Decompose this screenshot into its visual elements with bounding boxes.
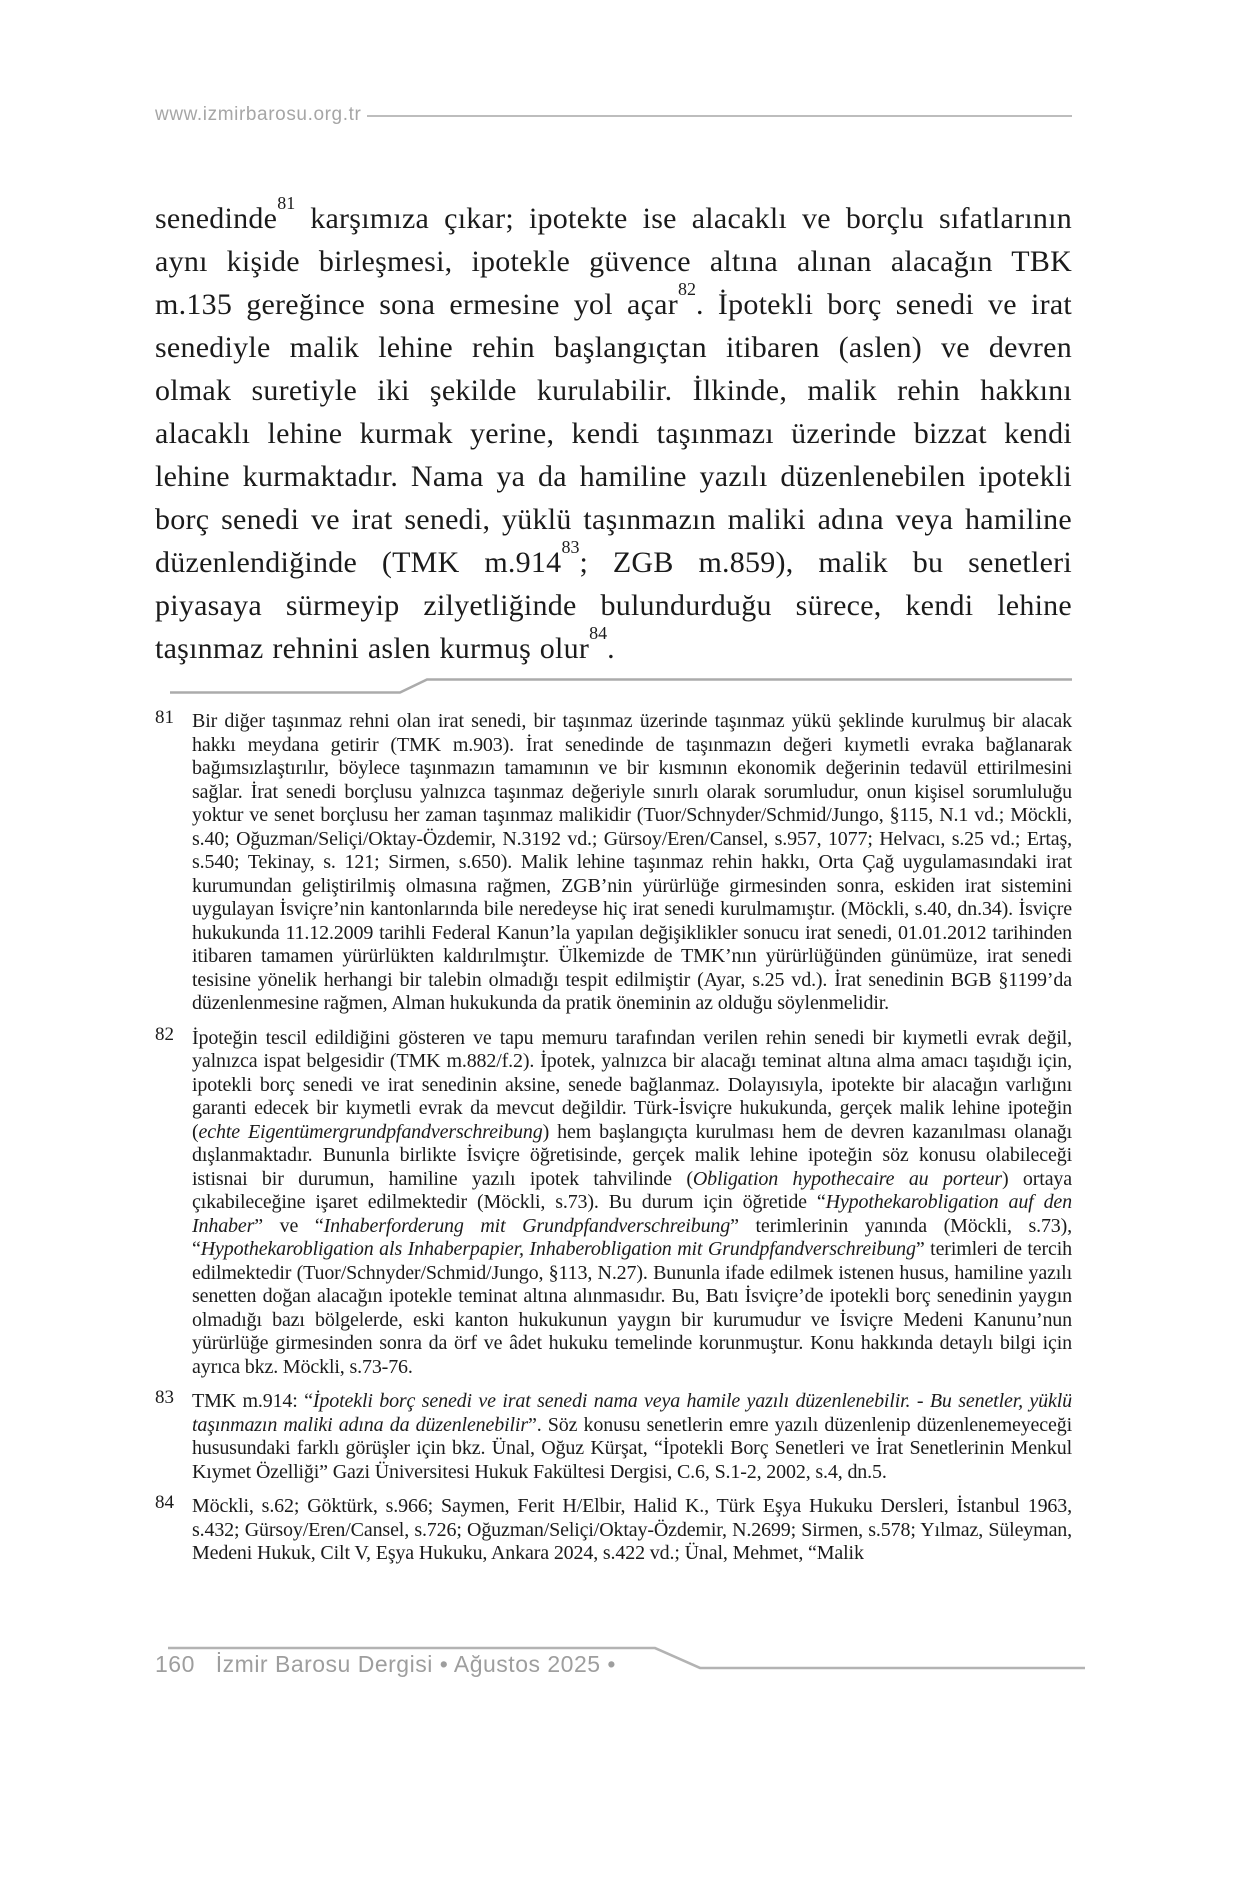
body-paragraph: senedinde$^{81}$ karşımıza çıkar; ipotekte ise alacaklı ve borçlu sıfatlarının aynı kişide birleşmesi, ipotekle güvence altına alınan alacağın TBK m.135 gereğince sona ermesine yol açar$^{82}$. İpotekli borç senedi ve irat senediyle malik lehine rehin başlangıçtan itibaren (aslen) ve devren olmak suretiyle iki şekilde kurulabilir. İlkinde, malik rehin hakkını alacaklı lehine kurmak yerine, kendi taşınmazı üzerinde bizzat kendi lehine kurmaktadır. Nama ya da hamiline yazılı düzenlenebilen ipotekli borç senedi ve irat senedi, yüklü taşınmazın maliki adına veya hamiline düzenlendiğinde (TMK m.914$^{83}$; ZGB m.859), malik bu senetleri piyasaya sürmeyip zilyetliğinde bulundurduğu sürece, kendi lehine taşınmaz rehnini aslen kurmuş olur$^{84}$.: [155, 192, 1072, 665]
footnote-number: 84: [155, 1492, 174, 1513]
footnote-ref: 81: [277, 192, 296, 213]
footnote-ref: 82: [677, 278, 696, 299]
footnote-ref: 84: [589, 622, 608, 643]
page-number: 160: [155, 1651, 195, 1677]
footnote-ref: 83: [561, 536, 580, 557]
page-footer: [155, 1651, 616, 1678]
footnotes-list: [155, 707, 1073, 1566]
footnote-number: 82: [155, 1023, 174, 1045]
footnote-item: [155, 1492, 1072, 1566]
footnote-text: Bir diğer taşınmaz rehni olan irat senedi, bir taşınmaz üzerinde taşınmaz yükü şeklinde kurulmuş bir alacak hakkı meydana getirir (TMK m.903). İrat senedinde de taşınmazın değeri kıymetli evraka bağlanarak bağımsızlaştırılır, böylece taşınmazın tamamının ve bir kısmının ekonomik değerinin tedavül ettirilmesini sağlar. İrat senedi borçlusu yalnızca taşınmaz değeriyle sınırlı olarak sorumludur, onun kişisel sorumluluğu yoktur ve senet borçlusu her zaman taşınmaz malikidir (Tuor/Schnyder/Schmid/Jungo, §115, N.1 vd.; Möckli, s.40; Oğuzman/Seliçi/Oktay-Özdemir, N.3192 vd.; Gürsoy/Eren/Cansel, s.957, 1077; Helvacı, s.25 vd.; Ertaş, s.540; Tekinay, s. 121; Sirmen, s.650). Malik lehine taşınmaz rehin hakkı, Orta Çağ uygulamasındaki irat kurumundan geliştirilmiş olmasına rağmen, ZGB’nin yürürlüğe girmesinden sonra, eskiden irat sistemini uygulayan İsviçre’nin kantonlarında bile neredeyse hiç irat senedi kurulmamıştır. (Möckli, s.40, dn.34). İsviçre hukukunda 11.12.2009 tarihli Federal Kanun’la yapılan değişiklikler sonucu irat senedi, 01.01.2012 tarihinden itibaren tamamen yürürlükten kaldırılmıştır. Ülkemizde de TMK’nın yürürlüğünden günümüze, irat senedi tesisine yönelik herhangi bir talebin olmadığı tespit edilmiştir (Ayar, s.25 vd.). İrat senedinin BGB §1199’da düzenlenmesine rağmen, Alman hukukunda da pratik öneminin az olduğu söylenmelidir.: [192, 710, 1072, 1014]
content-column: [155, 192, 1073, 1577]
footnote-number: 81: [155, 707, 174, 728]
page-header: [155, 104, 1072, 126]
footnote-text: TMK m.914: “İpotekli borç senedi ve irat senedi nama veya hamile yazılı düzenlenebilir. - Bu senetler, yüklü taşınmazın maliki adına da düzenlenebilir”. Söz konusu senetlerin emre yazılı düzenlenip düzenlenemeyeceği hususundaki farklı görüşler için bkz. Ünal, Oğuz Kürşat, “İpotekli Borç Senetleri ve İrat Senetlerinin Menkul Kıymet Özelliği” Gazi Üniversitesi Hukuk Fakültesi Dergisi, C.6, S.1-2, 2002, s.4, dn.5.: [192, 1390, 1072, 1483]
header-website-url: www.izmirbarosu.org.tr: [155, 104, 362, 125]
footnote-text: Möckli, s.62; Göktürk, s.966; Saymen, Ferit H/Elbir, Halid K., Türk Eşya Hukuku Dersleri, İstanbul 1963, s.432; Gürsoy/Eren/Cansel, s.726; Oğuzman/Seliçi/Oktay-Özdemir, N.2699; Sirmen, s.578; Yılmaz, Süleyman, Medeni Hukuk, Cilt V, Eşya Hukuku, Ankara 2024, s.422 vd.; Ünal, Mehmet, “Malik: [192, 1495, 1072, 1564]
footnote-item: [155, 1387, 1072, 1484]
footnote-item: [155, 707, 1072, 1016]
footnote-text: İpoteğin tescil edildiğini gösteren ve tapu memuru tarafından verilen rehin senedi bir kıymetli evrak değil, yalnızca ispat belgesidir (TMK m.882/f.2). İpotek, yalnızca bir alacağı teminat altına alma amacı taşıdığı için, ipotekli borç senedi ve irat senedinin aksine, senede bağlanmaz. Dolayısıyla, ipotekte bir alacağın varlığını garanti edecek bir kıymetli evrak da mevcut değildir. Türk-İsviçre hukukunda, gerçek malik lehine ipoteğin (echte Eigentümergrundpfandverschreibung) hem başlangıçta kurulması hem de devren kazanılması olanağı dışlanmaktadır. Bununla birlikte İsviçre öğretisinde, gerçek malik lehine ipoteğin söz konusu olabileceği istisnai bir durumun, hamiline yazılı ipotek tahvilinde (Obligation hypothecaire au porteur) ortaya çıkabileceğine işaret edilmektedir (Möckli, s.73). Bu durum için öğretide “Hypothekarobligation auf den Inhaber” ve “Inhaberforderung mit Grundpfandverschreibung” terimlerinin yanında (Möckli, s.73), “Hypothekarobligation als Inhaberpapier, Inhaberobligation mit Grundpfandverschreibung” terimleri de tercih edilmektedir (Tuor/Schnyder/Schmid/Jungo, §113, N.27). Bununla ifade edilmek istenen husus, hamiline yazılı senetten doğan alacağın ipotekle teminat altına alınmasıdır. Bu, Batı İsviçre’de ipotekli borç senedinin yaygın olmadığı bazı bölgelerde, eski kanton hukukunun yaygın bir kurumudur ve İsviçre Medeni Kanunu’nun yürürlüğe girmesinden sonra da örf ve âdet hukuku temelinde korunmuştur. Konu hakkında detaylı bilgi için ayrıca bkz. Möckli, s.73-76.: [192, 1026, 1073, 1378]
footnote-number: 83: [155, 1387, 174, 1408]
footnote-item: [155, 1023, 1073, 1380]
footnote-separator-rule: [155, 676, 1072, 696]
header-rule: [367, 115, 1072, 117]
journal-issue-label: İzmir Barosu Dergisi • Ağustos 2025 •: [215, 1651, 616, 1677]
